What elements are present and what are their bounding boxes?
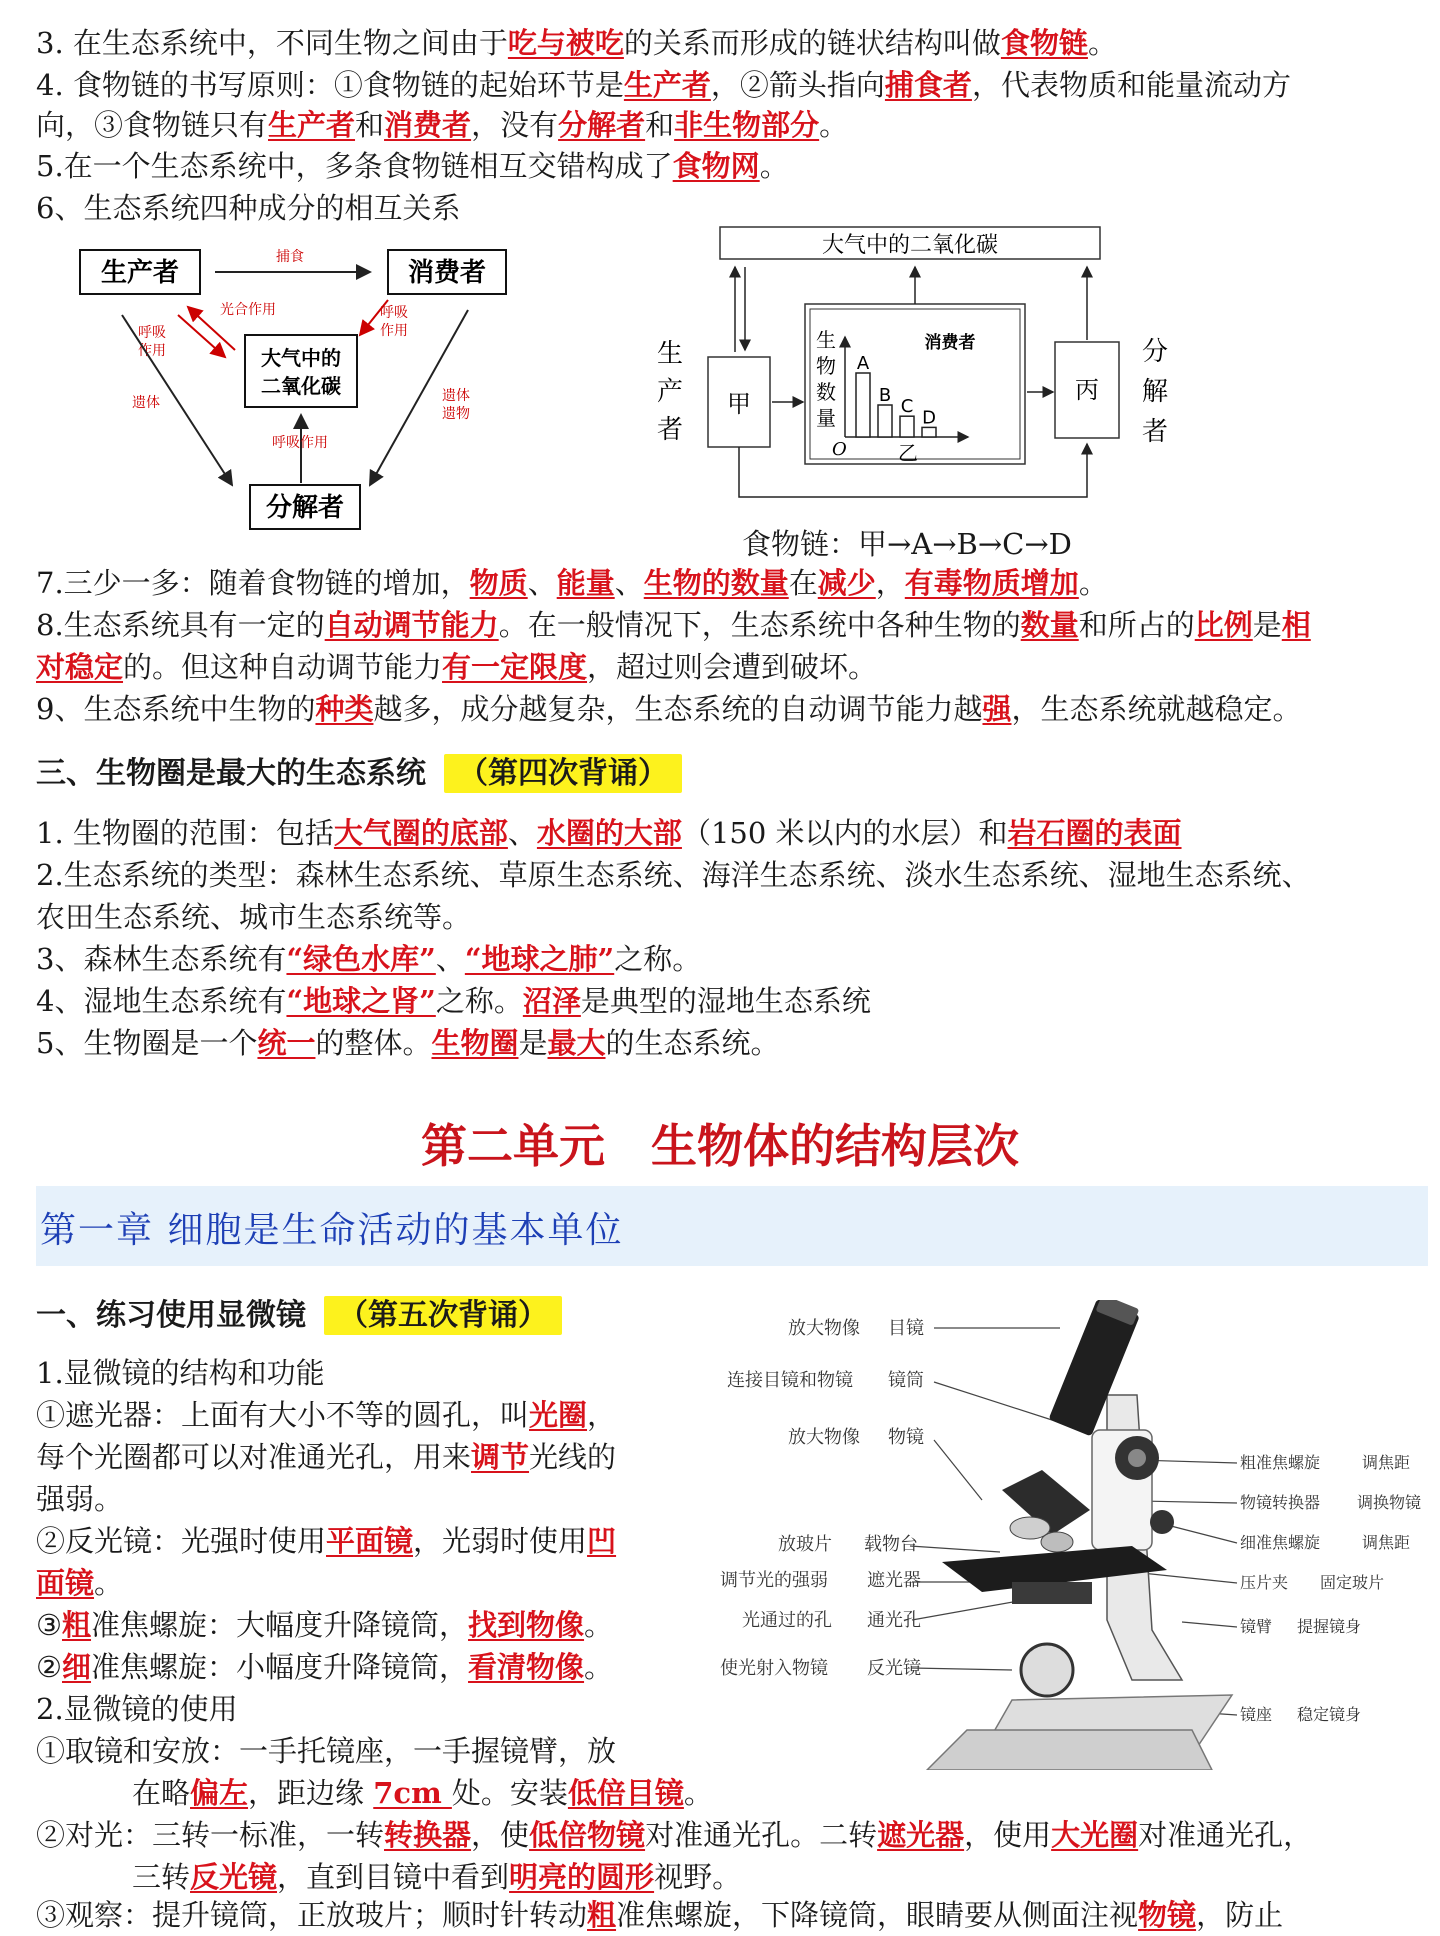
section-1-heading: 一、练习使用显微镜 （第五次背诵） [36,1290,562,1334]
y-axis-char-1: 生 [816,328,836,352]
bio-line-1: 1. 生物圈的范围：包括大气圈的底部、水圈的大部（150 米以内的水层）和岩石圈的表面 [36,816,1182,850]
respiration-left-1: 呼吸 [138,325,166,341]
text-line-7: 7.三少一多：随着食物链的增加，物质、能量、生物的数量在减少，有毒物质增加。 [36,566,1108,600]
lbl-base-fn: 稳定镜身 [1297,1705,1362,1724]
unit-title: 第二单元 生物体的结构层次 [421,1119,1019,1173]
text-line-3: 3. 在生态系统中，不同生物之间由于吃与被吃的关系而形成的链状结构叫做食物链。 [36,26,1117,60]
lbl-hole-fn: 光通过的孔 [742,1610,832,1631]
y-axis-char-2: 物 [816,354,836,378]
lbl-mirror: 反光镜 [867,1658,921,1679]
bar-label-D: D [922,407,936,429]
bio-line-5: 5、生物圈是一个统一的整体。生物圈是最大的生态系统。 [36,1026,780,1060]
producer-side-2: 产 [656,377,684,407]
bio-line-3: 3、森林生态系统有“绿色水库”、“地球之肺”之称。 [36,942,702,976]
bar-B [878,405,892,437]
respiration-right-2: 作用 [380,323,408,339]
text-line-8b: 对稳定的。但这种自动调节能力有一定限度，超过则会遭到破坏。 [36,650,878,684]
remains-label-left: 遗体 [132,395,160,411]
micro-line-6: 2.显微镜的使用 [36,1692,238,1726]
lbl-eyepiece-fn: 放大物像 [788,1318,860,1339]
chart-yi-label: 乙 [898,441,918,465]
bio-line-4: 4、湿地生态系统有“地球之肾”之称。沼泽是典型的湿地生态系统 [36,984,871,1018]
text-line-8a: 8.生态系统具有一定的自动调节能力。在一般情况下，生态系统中各种生物的数量和所占的比例是相 [36,608,1311,642]
text-line-4a: 4. 食物链的书写原则：①食物链的起始环节是生产者，②箭头指向捕食者，代表物质和能量流动方 [36,68,1291,102]
chart-origin: O [832,439,847,460]
recitation-badge-5: （第五次背诵） [324,1296,562,1335]
recitation-badge-4: （第四次背诵） [444,754,682,793]
producer-side-3: 者 [656,415,684,445]
lbl-tube-fn: 连接目镜和物镜 [727,1370,853,1391]
micro-line-7b: 在略偏左，距边缘 7cm 处。安装低倍目镜。 [132,1776,713,1810]
food-chain-caption: 食物链：甲→A→B→C→D [742,527,1072,561]
micro-line-3b: 面镜。 [36,1566,124,1600]
lbl-slide: 放玻片 [778,1534,832,1555]
text-line-6: 6、生态系统四种成分的相互关系 [36,191,461,225]
micro-line-3a: ②反光镜：光强时使用平面镜，光弱时使用凹 [36,1524,617,1558]
lbl-stage: 载物台 [864,1534,918,1555]
lbl-diaphragm: 遮光器 [867,1570,921,1591]
lbl-hole: 通光孔 [867,1610,921,1631]
micro-line-1: 1.显微镜的结构和功能 [36,1356,325,1390]
lbl-coarse: 粗准焦螺旋 [1240,1453,1321,1472]
micro-line-2a: ①遮光器：上面有大小不等的圆孔，叫光圈， [36,1398,617,1432]
micro-line-5: ②细准焦螺旋：小幅度升降镜筒，看清物像。 [36,1650,614,1684]
lbl-arm-fn: 提握镜身 [1297,1617,1362,1636]
text-line-5: 5.在一个生态系统中，多条食物链相互交错构成了食物网。 [36,149,789,183]
remains-label-right-1: 遗体 [442,388,470,404]
bing-box: 丙 [1075,376,1099,404]
respiration-left-2: 作用 [138,343,166,359]
lbl-fine: 细准焦螺旋 [1240,1533,1321,1552]
micro-line-7a: ①取镜和安放：一手托镜座，一手握镜臂，放 [36,1734,617,1768]
lbl-converter: 物镜转换器 [1240,1493,1321,1512]
respiration-right-1: 呼吸 [380,305,408,321]
bar-label-B: B [878,385,892,406]
co2-top-box: 大气中的二氧化碳 [821,233,999,258]
jia-box: 甲 [727,390,751,418]
respiration-bottom-label: 呼吸作用 [272,435,328,451]
bar-A [856,373,870,437]
carbon-cycle-diagram [640,222,1180,504]
y-axis-char-4: 量 [816,406,836,430]
co2-box-line1: 大气中的 [261,346,341,370]
producer-side-1: 生 [656,339,684,369]
bar-label-C: C [900,396,914,418]
lbl-clip-fn: 固定玻片 [1320,1573,1385,1592]
section-3-heading: 三、生物圈是最大的生态系统 （第四次背诵） [36,748,682,792]
decomposer-box: 分解者 [265,493,345,523]
producer-box: 生产者 [100,258,180,288]
predation-label: 捕食 [276,249,304,265]
ecosystem-relation-diagram [70,235,510,535]
consumers-label: 消费者 [924,333,976,353]
decomposer-side-2: 解 [1141,377,1169,407]
micro-line-9: ③观察：提升镜筒，正放玻片；顺时针转动粗准焦螺旋，下降镜筒，眼睛要从侧面注视物镜，防止 [36,1898,1284,1932]
lbl-mirror-fn: 使光射入物镜 [720,1658,828,1679]
micro-line-8b: 三转反光镜，直到目镜中看到明亮的圆形视野。 [132,1860,742,1894]
lbl-tube: 镜筒 [888,1370,924,1391]
micro-line-2b: 每个光圈都可以对准通光孔，用来调节光线的 [36,1440,617,1474]
lbl-coarse-fn: 调焦距 [1362,1453,1411,1472]
micro-line-4: ③粗准焦螺旋：大幅度升降镜筒，找到物像。 [36,1608,614,1642]
y-axis-char-3: 数 [816,380,836,404]
bar-C [900,416,914,437]
micro-line-8a: ②对光：三转一标准，一转转换器，使低倍物镜对准通光孔。二转遮光器，使用大光圈对准通光孔， [36,1818,1313,1852]
lbl-clip: 压片夹 [1240,1573,1289,1592]
lbl-fine-fn: 调焦距 [1362,1533,1411,1552]
decomposer-side-1: 分 [1141,337,1169,367]
consumer-box: 消费者 [407,258,487,288]
lbl-diaphragm-fn: 调节光的强弱 [720,1570,828,1591]
lbl-objective: 物镜 [888,1427,924,1448]
text-line-4b: 向，③食物链只有生产者和消费者，没有分解者和非生物部分。 [36,108,849,142]
bar-label-A: A [856,353,870,374]
lbl-arm: 镜臂 [1240,1617,1273,1636]
bio-line-2b: 农田生态系统、城市生态系统等。 [36,900,472,934]
microscope-figure [712,1300,1440,1770]
bar-D [922,427,936,437]
co2-box-line2: 二氧化碳 [261,374,341,398]
text-line-9: 9、生态系统中生物的种类越多，成分越复杂，生态系统的自动调节能力越强，生态系统就越稳定。 [36,692,1302,726]
lbl-converter-fn: 调换物镜 [1357,1493,1422,1512]
bio-line-2a: 2.生态系统的类型：森林生态系统、草原生态系统、海洋生态系统、淡水生态系统、湿地生态系统、 [36,858,1311,892]
lbl-eyepiece: 目镜 [888,1318,924,1339]
decomposer-side-3: 者 [1141,417,1169,447]
lbl-base: 镜座 [1240,1705,1273,1724]
remains-label-right-2: 遗物 [442,406,470,422]
lbl-objective-fn: 放大物像 [788,1427,860,1448]
micro-line-2c: 强弱。 [36,1482,124,1516]
chapter-title: 第一章 细胞是生命活动的基本单位 [40,1210,624,1251]
photosynthesis-label: 光合作用 [220,302,276,318]
